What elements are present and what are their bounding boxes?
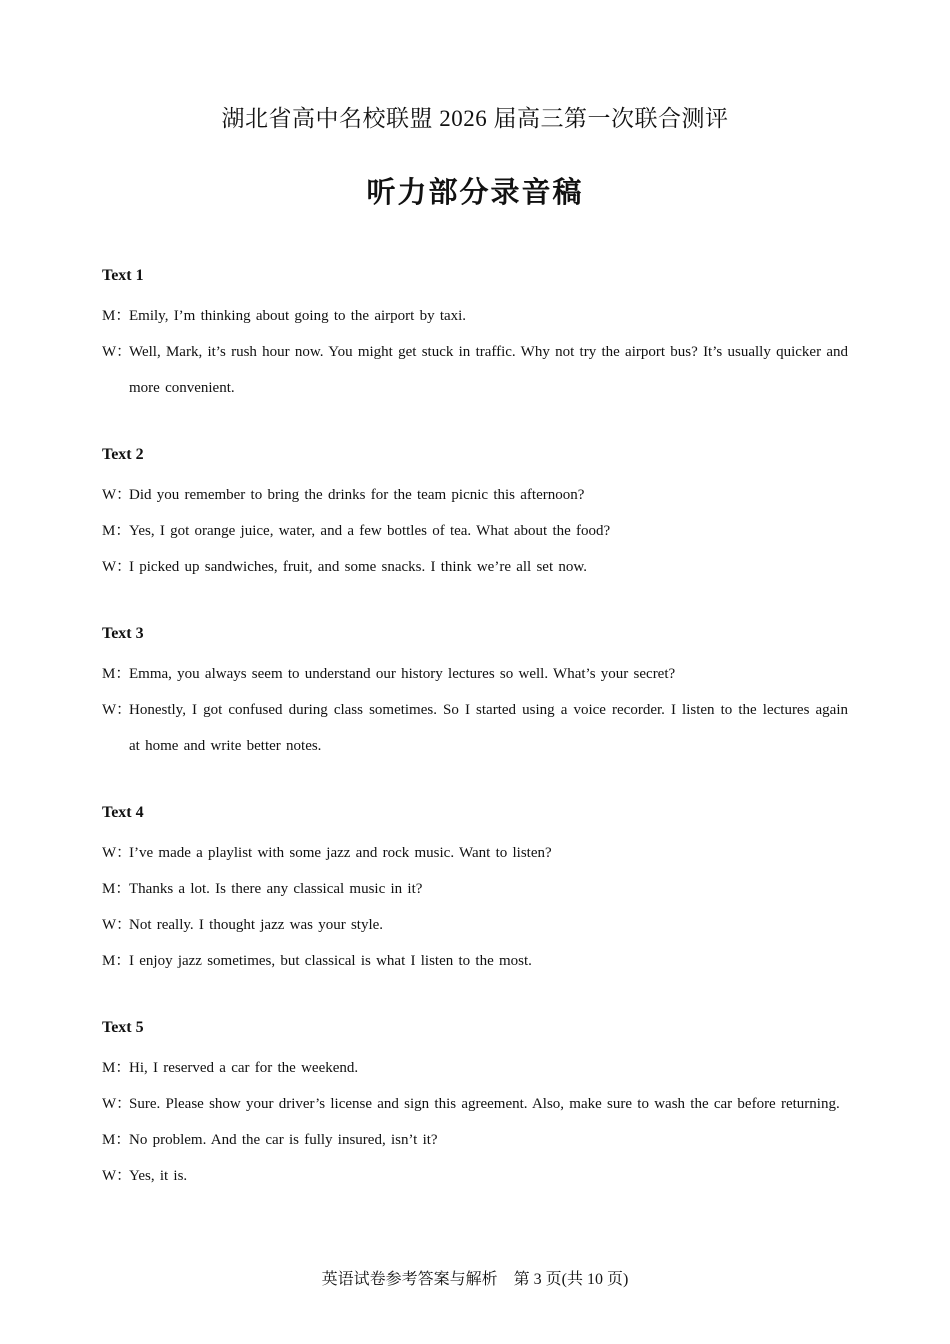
section-text-5 — [102, 1014, 848, 1194]
speaker-label: M： — [102, 523, 131, 539]
dialogue-line — [102, 298, 848, 334]
section-text-3 — [102, 620, 848, 764]
section-title: Text 1 — [102, 267, 144, 284]
section-text-2 — [102, 441, 848, 585]
dialogue-text: Thanks a lot. Is there any classical music in it? — [129, 881, 423, 897]
section-title: Text 3 — [102, 625, 144, 642]
dialogue-line — [102, 871, 848, 907]
dialogue-text: Well, Mark, it’s rush hour now. You might get stuck in traffic. Why not try the airport bus? It’s usually quicker and more convenient. — [129, 344, 848, 396]
dialogue-line — [102, 656, 848, 692]
speaker-label: W： — [102, 702, 132, 718]
dialogue-line — [102, 1122, 848, 1158]
section-text-4 — [102, 799, 848, 979]
speaker-label: M： — [102, 953, 131, 969]
section-title: Text 2 — [102, 446, 144, 463]
dialogue-line — [102, 1086, 848, 1122]
dialogue-text: Yes, it is. — [129, 1168, 188, 1184]
page-footer: 英语试卷参考答案与解析 第 3 页(共 10 页) — [321, 1271, 629, 1288]
dialogue-text: Hi, I reserved a car for the weekend. — [129, 1060, 359, 1076]
speaker-label: W： — [102, 845, 132, 861]
dialogue-text: No problem. And the car is fully insured, isn’t it? — [129, 1132, 438, 1148]
dialogue-text: I picked up sandwiches, fruit, and some snacks. I think we’re all set now. — [129, 559, 587, 575]
page-header: 湖北省高中名校联盟 2026 届高三第一次联合测评 — [221, 106, 729, 131]
dialogue-text: Emma, you always seem to understand our history lectures so well. What’s your secret? — [129, 666, 676, 682]
speaker-label: W： — [102, 1168, 132, 1184]
dialogue-text: I enjoy jazz sometimes, but classical is what I listen to the most. — [129, 953, 532, 969]
speaker-label: M： — [102, 1132, 131, 1148]
dialogue-line — [102, 1050, 848, 1086]
dialogue-text: Did you remember to bring the drinks for the team picnic this afternoon? — [129, 487, 585, 503]
dialogue-line — [102, 334, 848, 406]
speaker-label: W： — [102, 559, 132, 575]
speaker-label: W： — [102, 487, 132, 503]
speaker-label: M： — [102, 881, 131, 897]
dialogue-text: Yes, I got orange juice, water, and a few bottles of tea. What about the food? — [129, 523, 611, 539]
dialogue-text: Honestly, I got confused during class sometimes. So I started using a voice recorder. I listen to the lectures again at home and write better notes. — [129, 702, 848, 754]
speaker-label: W： — [102, 344, 132, 360]
speaker-label: W： — [102, 917, 132, 933]
page-title: 听力部分录音稿 — [366, 175, 584, 209]
transcript-content — [102, 262, 848, 1229]
speaker-label: M： — [102, 308, 131, 324]
dialogue-text: Emily, I’m thinking about going to the airport by taxi. — [129, 308, 467, 324]
dialogue-line — [102, 477, 848, 513]
dialogue-line — [102, 943, 848, 979]
dialogue-line — [102, 513, 848, 549]
section-title: Text 4 — [102, 804, 144, 821]
dialogue-line — [102, 835, 848, 871]
speaker-label: M： — [102, 1060, 131, 1076]
section-title: Text 5 — [102, 1019, 144, 1036]
dialogue-text: Not really. I thought jazz was your style. — [129, 917, 384, 933]
dialogue-line — [102, 907, 848, 943]
dialogue-line — [102, 692, 848, 764]
dialogue-text: Sure. Please show your driver’s license and sign this agreement. Also, make sure to wash the car before returning. — [129, 1096, 840, 1112]
dialogue-text: I’ve made a playlist with some jazz and rock music. Want to listen? — [129, 845, 552, 861]
section-text-1 — [102, 262, 848, 406]
dialogue-line — [102, 549, 848, 585]
speaker-label: M： — [102, 666, 131, 682]
dialogue-line — [102, 1158, 848, 1194]
speaker-label: W： — [102, 1096, 132, 1112]
